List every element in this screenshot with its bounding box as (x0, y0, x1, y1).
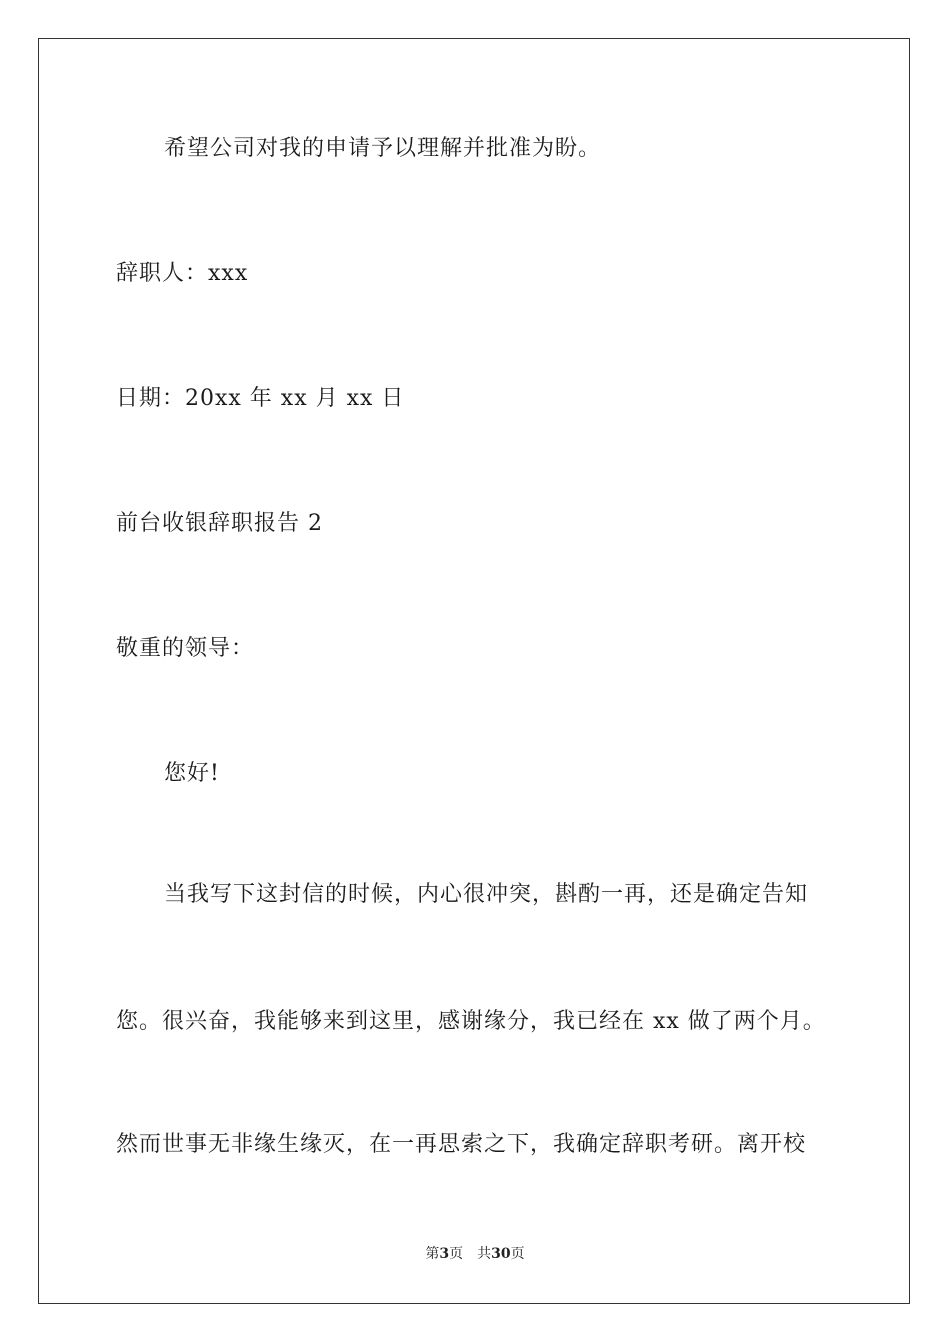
page-footer (0, 1244, 950, 1264)
body-line-2: 您。很兴奋，我能够来到这里，感谢缘分，我已经在 xx 做了两个月。 (116, 1009, 826, 1034)
current-page-number: 3 (439, 1246, 450, 1262)
page-prefix: 第 (425, 1246, 440, 1262)
closing-request-line: 希望公司对我的申请予以理解并批准为盼。 (164, 136, 602, 161)
total-page-count: 30 (491, 1246, 511, 1262)
page-unit: 页 (449, 1246, 464, 1262)
salutation: 敬重的领导： (116, 636, 255, 661)
resigner-line: 辞职人：xxx (116, 261, 249, 286)
greeting: 您好! (164, 761, 220, 786)
total-unit: 页 (510, 1246, 525, 1262)
total-prefix: 共 (477, 1246, 492, 1262)
section-title: 前台收银辞职报告 2 (116, 511, 323, 536)
date-line: 日期：20xx 年 xx 月 xx 日 (116, 386, 405, 411)
body-line-3: 然而世事无非缘生缘灭，在一再思索之下，我确定辞职考研。离开校 (116, 1132, 807, 1157)
body-line-1: 当我写下这封信的时候，内心很冲突，斟酌一再，还是确定告知 (164, 882, 809, 907)
page-border (38, 38, 910, 1304)
